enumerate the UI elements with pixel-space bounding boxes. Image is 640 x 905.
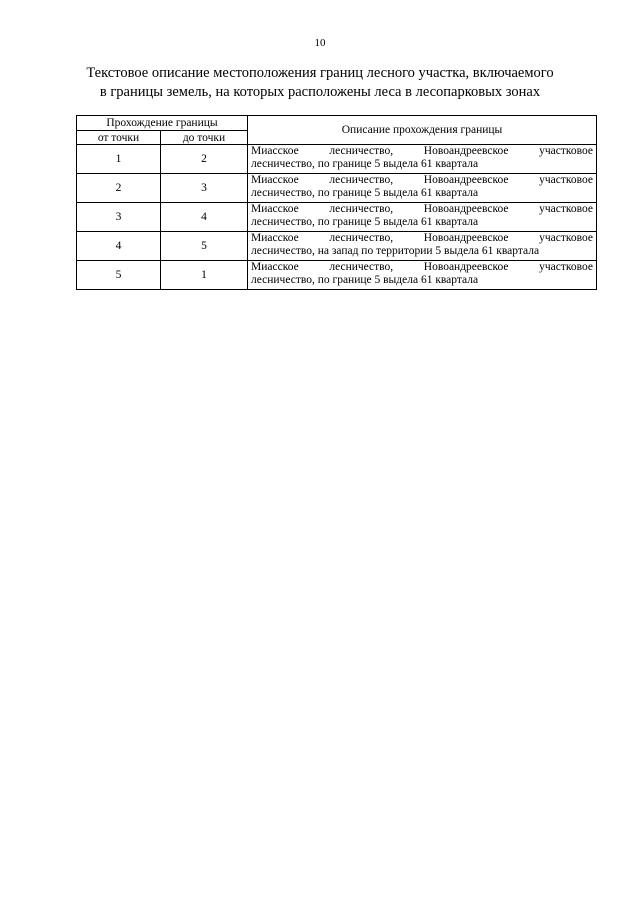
document-title (60, 64, 580, 102)
title-line-1: Текстовое описание местоположения границ лесного участка, включаемого (86, 65, 554, 81)
description-line-1: Миасское лесничество, Новоандреевское участковое (251, 203, 593, 215)
description-line-1: Миасское лесничество, Новоандреевское участковое (251, 174, 593, 186)
description-line-2: лесничество, по границе 5 выдела 61 квартала (251, 187, 479, 199)
description-cell (248, 261, 597, 290)
header-boundary-passage: Прохождение границы (77, 116, 248, 131)
description-cell (248, 232, 597, 261)
to-point-cell: 1 (161, 261, 248, 290)
to-point-cell: 4 (161, 203, 248, 232)
header-to-point: до точки (161, 131, 248, 145)
description-cell (248, 145, 597, 174)
from-point-cell: 3 (77, 203, 161, 232)
table-row (77, 232, 597, 261)
description-line-2: лесничество, по границе 5 выдела 61 квартала (251, 274, 479, 286)
from-point-cell: 1 (77, 145, 161, 174)
description-line-1: Миасское лесничество, Новоандреевское участковое (251, 261, 593, 273)
description-line-2: лесничество, на запад по территории 5 выдела 61 квартала (251, 245, 540, 257)
table-row (77, 145, 597, 174)
title-line-2: в границы земель, на которых расположены леса в лесопарковых зонах (99, 84, 541, 100)
description-line-2: лесничество, по границе 5 выдела 61 квартала (251, 158, 479, 170)
table-row (77, 174, 597, 203)
description-cell (248, 174, 597, 203)
description-line-1: Миасское лесничество, Новоандреевское участковое (251, 232, 593, 244)
table-row (77, 261, 597, 290)
from-point-cell: 4 (77, 232, 161, 261)
table-row (77, 203, 597, 232)
to-point-cell: 5 (161, 232, 248, 261)
header-boundary-description: Описание прохождения границы (248, 116, 597, 145)
boundary-table (76, 115, 597, 290)
to-point-cell: 3 (161, 174, 248, 203)
page-number: 10 (314, 37, 326, 49)
description-line-1: Миасское лесничество, Новоандреевское участковое (251, 145, 593, 157)
description-cell (248, 203, 597, 232)
header-from-point: от точки (77, 131, 161, 145)
from-point-cell: 5 (77, 261, 161, 290)
from-point-cell: 2 (77, 174, 161, 203)
description-line-2: лесничество, по границе 5 выдела 61 квартала (251, 216, 479, 228)
to-point-cell: 2 (161, 145, 248, 174)
